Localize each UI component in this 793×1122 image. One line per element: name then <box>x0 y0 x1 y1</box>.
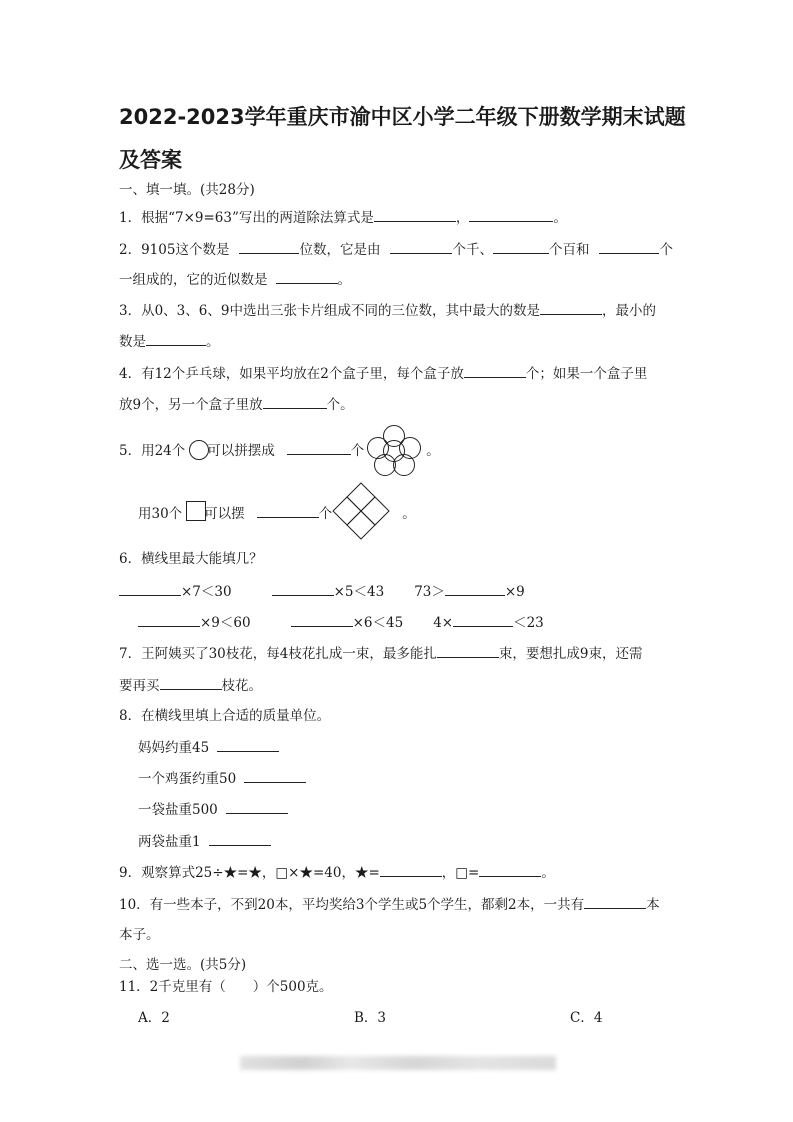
question-11: 11．2千克里有（ ）个500克。 <box>119 979 333 995</box>
question-3-line-2: 数是 。 <box>119 334 220 350</box>
question-8-item: 妈妈约重45 <box>138 739 279 756</box>
question-8-item: 一个鸡蛋约重50 <box>138 770 306 787</box>
question-9: 9．观察算式25÷★=★，□×★=40，★= ，□= 。 <box>119 865 555 881</box>
blurred-footer-watermark <box>240 1056 556 1070</box>
question-6-row-2: ×9＜60 ×6＜45 4× ＜23 <box>138 614 544 631</box>
square-shape-icon <box>186 501 208 523</box>
answer-blank[interactable] <box>493 241 549 254</box>
question-2-line-2: 一组成的，它的近似数是 。 <box>119 272 351 288</box>
answer-blank[interactable] <box>445 583 505 596</box>
answer-blank[interactable] <box>257 505 319 518</box>
answer-blank[interactable] <box>464 365 526 378</box>
answer-blank[interactable] <box>390 241 452 254</box>
question-3: 3．从0、3、6、9中选出三张卡片组成不同的三位数，其中最大的数是 ，最小的 <box>119 303 656 319</box>
question-7: 7．王阿姨买了30枝花，每4枝花扎成一束，最多能扎 束，要想扎成9束，还需 <box>119 646 643 662</box>
question-6-row-1: ×7＜30 ×5＜43 73＞ ×9 <box>119 583 525 600</box>
answer-blank[interactable] <box>291 614 353 627</box>
exam-title-continued: 及答案 <box>119 148 182 172</box>
answer-blank[interactable] <box>263 396 327 409</box>
exam-title: 2022-2023学年重庆市渝中区小学二年级下册数学期末试题 <box>119 105 686 129</box>
question-2: 2．9105这个数是 位数，它是由 个千、 个百和 个 <box>119 242 673 258</box>
question-5-line-2: 用30个 可以摆 个 。 <box>138 506 416 522</box>
answer-blank[interactable] <box>276 271 338 284</box>
option-a[interactable]: A．2 <box>138 1010 170 1026</box>
answer-blank[interactable] <box>119 583 181 596</box>
question-4: 4．有12个乒乓球，如果平均放在2个盒子里，每个盒子放 个；如果一个盒子里 <box>119 366 648 382</box>
question-10: 10．有一些本子，不到20本，平均奖给3个学生或5个学生，都剩2本，一共有 本 <box>119 897 660 913</box>
question-10-line-2: 本子。 <box>119 927 160 943</box>
answer-blank[interactable] <box>437 645 499 658</box>
question-6-heading: 6．横线里最大能填几？ <box>119 551 263 567</box>
option-c[interactable]: C．4 <box>570 1010 603 1026</box>
answer-blank[interactable] <box>226 801 288 814</box>
circle-shape-icon <box>189 440 211 462</box>
answer-blank[interactable] <box>217 739 279 752</box>
question-8-heading: 8．在横线里填上合适的质量单位。 <box>119 708 331 724</box>
answer-blank[interactable] <box>380 864 442 877</box>
section-2-heading: 二、选一选。(共5分) <box>119 957 247 973</box>
answer-blank[interactable] <box>138 614 200 627</box>
answer-blank[interactable] <box>599 241 659 254</box>
answer-blank[interactable] <box>287 442 351 455</box>
answer-blank[interactable] <box>540 302 602 315</box>
answer-blank[interactable] <box>374 209 456 222</box>
option-b[interactable]: B．3 <box>354 1010 387 1026</box>
question-8-item: 一袋盐重500 <box>138 801 288 818</box>
answer-blank[interactable] <box>244 770 306 783</box>
flower-of-circles-icon <box>364 422 426 480</box>
answer-blank[interactable] <box>584 896 646 909</box>
answer-blank[interactable] <box>160 677 222 690</box>
answer-blank[interactable] <box>146 333 206 346</box>
section-1-heading: 一、填一填。(共28分) <box>119 182 255 198</box>
answer-blank[interactable] <box>479 864 541 877</box>
question-5: 5．用24个 可以拼摆成 个 。 <box>119 443 440 459</box>
question-7-line-2: 要再买 枝花。 <box>119 678 262 694</box>
diamond-grid-icon <box>332 482 390 540</box>
question-4-line-2: 放9个，另一个盒子里放 个。 <box>119 397 354 413</box>
answer-blank[interactable] <box>469 209 553 222</box>
answer-blank[interactable] <box>272 583 334 596</box>
answer-blank[interactable] <box>209 833 271 846</box>
question-1: 1．根据“7×9=63”写出的两道除法算式是 ， 。 <box>119 210 567 226</box>
answer-blank[interactable] <box>453 614 513 627</box>
question-8-item: 两袋盐重1 <box>138 833 271 850</box>
answer-blank[interactable] <box>239 241 299 254</box>
